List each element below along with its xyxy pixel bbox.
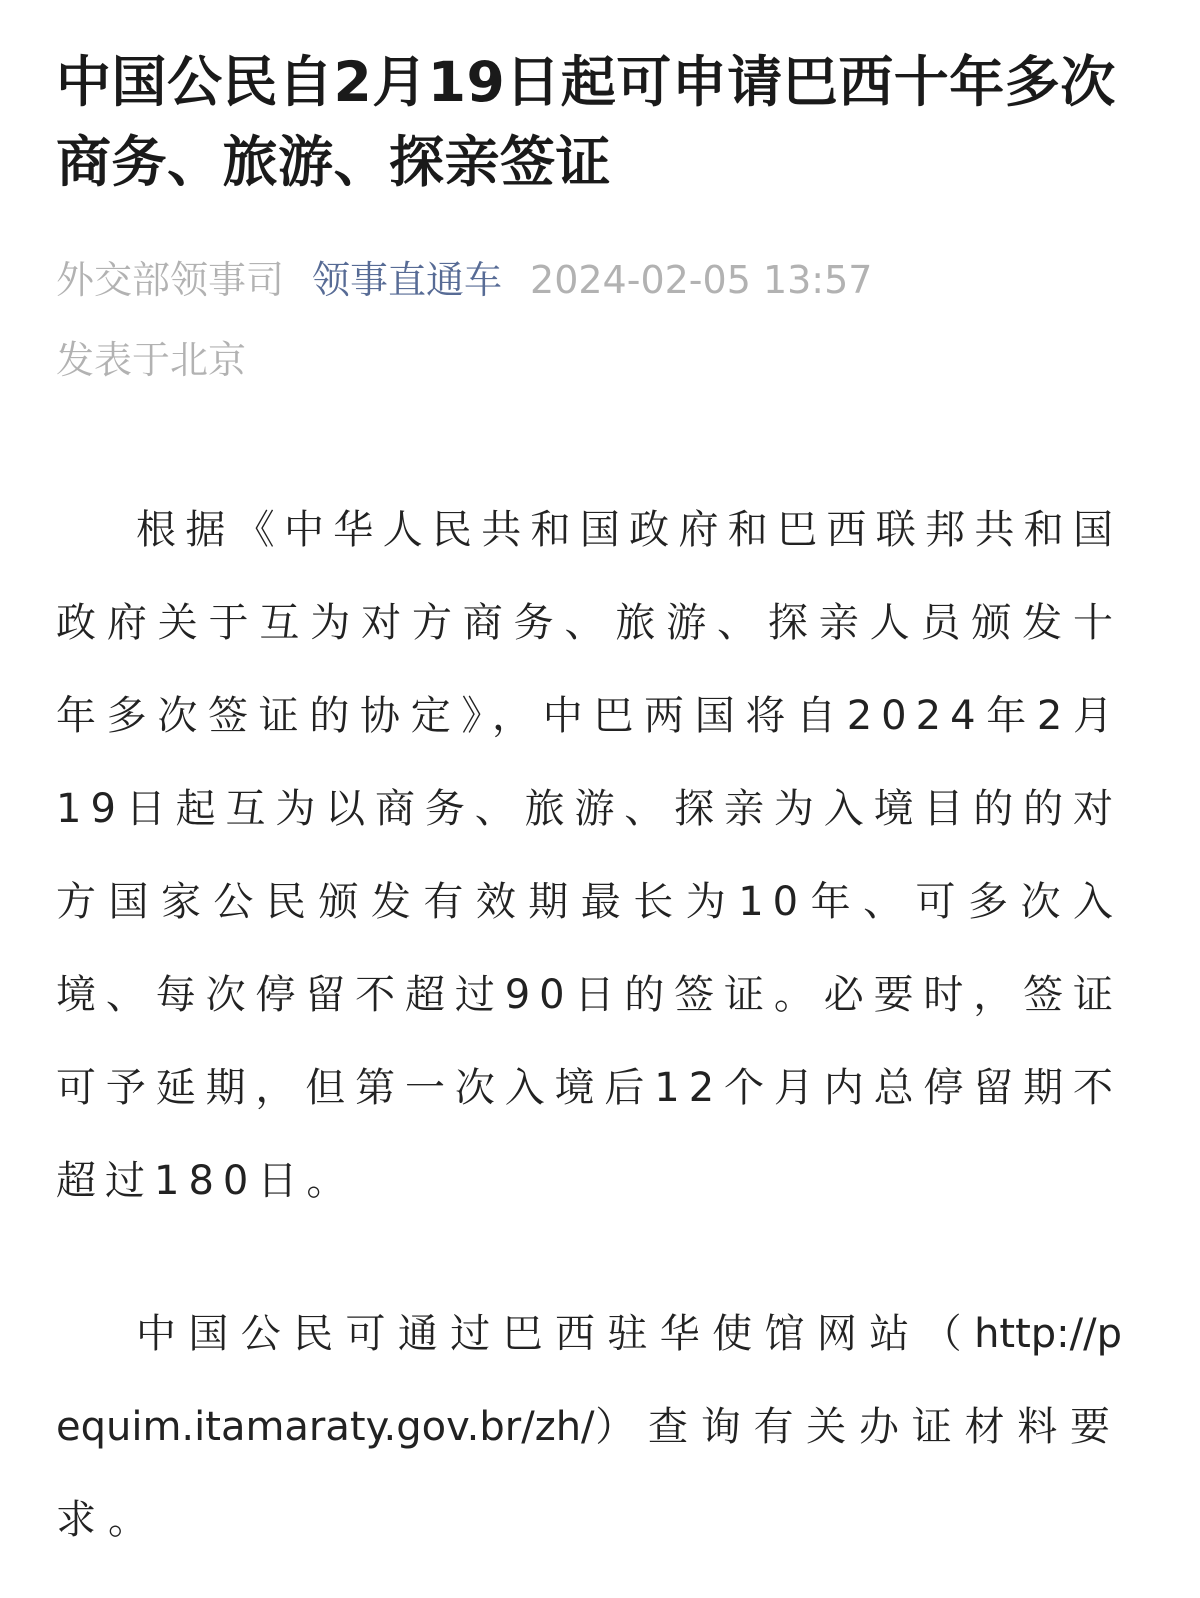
author-name: 外交部领事司 [56, 258, 285, 302]
article-title: 中国公民自2月19日起可申请巴西十年多次商务、旅游、探亲签证 [56, 50, 1116, 194]
paragraph-2 [56, 1288, 1122, 1567]
article-meta [56, 240, 1122, 400]
paragraph-2-text-after: ）查询有关办证材料要求。 [56, 1404, 1122, 1543]
article-body [56, 484, 1122, 1567]
paragraph-1: 根据《中华人民共和国政府和巴西联邦共和国政府关于互为对方商务、旅游、探亲人员颁发十年多次签证的协定》，中巴两国将自2024年2月19日起互为以商务、旅游、探亲为入境目的的对方国家公民颁发有效期最长为10年、可多次入境、每次停留不超过90日的签证。必要时，签证可予延期，但第一次入境后12个月内总停留期不超过180日。 [56, 507, 1122, 1204]
embassy-url: http://pequim.itamaraty.gov.br/zh/ [56, 1311, 1122, 1450]
publish-datetime: 2024-02-05 13:57 [530, 258, 873, 302]
publish-location: 发表于北京 [56, 338, 247, 382]
paragraph-2-text-before: 中国公民可通过巴西驻华使馆网站（ [136, 1311, 975, 1357]
account-link[interactable]: 领事直通车 [312, 258, 503, 302]
